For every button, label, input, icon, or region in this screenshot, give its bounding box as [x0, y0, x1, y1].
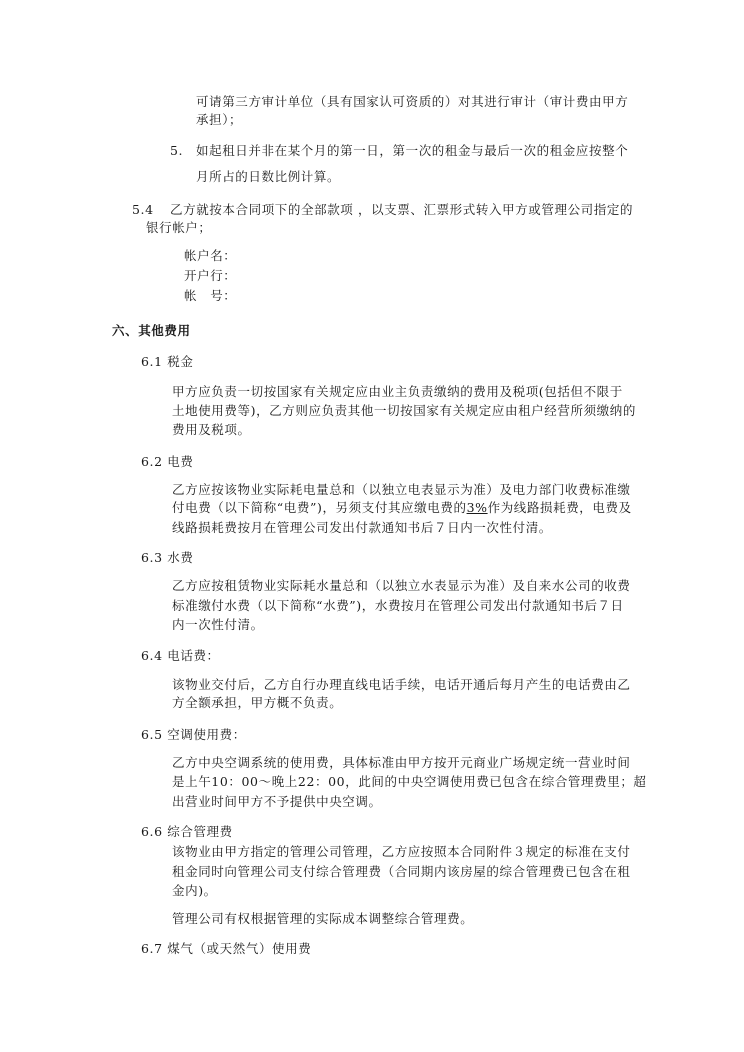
s66-line2: 租金同时向管理公司支付综合管理费（合同期内该房屋的综合管理费已包含在租 [172, 864, 631, 879]
heading-6-2: 6.2 电费 [141, 454, 194, 469]
heading-6-7: 6.7 煤气（或天然气）使用费 [141, 941, 312, 956]
clause-5-4-line1: 乙方就按本合同项下的全部款项 ，以支票、汇票形式转入甲方或管理公司指定的 [170, 202, 634, 217]
heading-6-1: 6.1 税金 [141, 354, 194, 369]
heading-6-3: 6.3 水费 [141, 550, 194, 565]
s64-line1: 该物业交付后，乙方自行办理直线电话手续，电话开通后每月产生的电话费由乙 [172, 677, 631, 692]
item4-line1: 可请第三方审计单位（具有国家认可资质的）对其进行审计（审计费由甲方 [196, 94, 629, 109]
account-name-label: 帐户名： [184, 248, 237, 263]
s62-percent: 3% [466, 500, 488, 515]
s65-line2: 是上午10：00～晚上22：00，此间的中央空调使用费已包含在综合管理费里；超 [172, 774, 647, 789]
s63-line1: 乙方应按租赁物业实际耗水量总和（以独立水表显示为准）及自来水公司的收费 [172, 578, 631, 593]
s66-line4: 管理公司有权根据管理的实际成本调整综合管理费。 [172, 911, 474, 926]
account-number-label: 帐 号： [184, 288, 237, 303]
s64-line2: 方全额承担，甲方概不负责。 [172, 695, 343, 710]
clause-5-4-number: 5.4 [132, 202, 154, 217]
s61-line1: 甲方应负责一切按国家有关规定应由业主负责缴纳的费用及税项(包括但不限于 [172, 384, 623, 399]
item4-line2: 承担）； [196, 112, 243, 127]
item5-line1: 如起租日并非在某个月的第一日，第一次的租金与最后一次的租金应按整个 [196, 143, 629, 158]
s63-line3: 内一次性付清。 [172, 617, 264, 632]
s66-line1: 该物业由甲方指定的管理公司管理，乙方应按照本合同附件３规定的标准在支付 [172, 844, 631, 859]
heading-6-4: 6.4 电话费： [141, 648, 220, 663]
s62-line2 [172, 500, 632, 516]
s65-line1: 乙方中央空调系统的使用费，具体标准由甲方按开元商业广场规定统一营业时间 [172, 755, 631, 770]
section-6-title: 六、其他费用 [112, 323, 191, 338]
item5-line2: 月所占的日数比例计算。 [196, 169, 341, 184]
heading-6-5: 6.5 空调使用费： [141, 727, 246, 742]
s65-line3: 出营业时间甲方不予提供中央空调。 [172, 794, 382, 809]
s62-line2-a: 付电费（以下简称“电费”)，另须支付其应缴电费的 [172, 500, 467, 515]
s61-line2: 土地使用费等)，乙方则应负责其他一切按国家有关规定应由租户经营所须缴纳的 [172, 403, 636, 418]
s62-line2-b: 作为线路损耗费，电费及 [487, 500, 632, 515]
s66-line3: 金内)。 [172, 883, 217, 898]
s62-line1: 乙方应按该物业实际耗电量总和（以独立电表显示为准）及电力部门收费标准缴 [172, 482, 631, 497]
s61-line3: 费用及税项。 [172, 422, 251, 437]
bank-label: 开户行： [184, 268, 237, 283]
item5-number: 5. [170, 143, 184, 158]
s63-line2: 标准缴付水费（以下简称“水费”)，水费按月在管理公司发出付款通知书后７日 [172, 598, 624, 613]
s62-line3: 线路损耗费按月在管理公司发出付款通知书后７日内一次性付清。 [172, 520, 552, 535]
clause-5-4-line2: 银行帐户； [146, 220, 212, 235]
heading-6-6: 6.6 综合管理费 [141, 824, 233, 839]
